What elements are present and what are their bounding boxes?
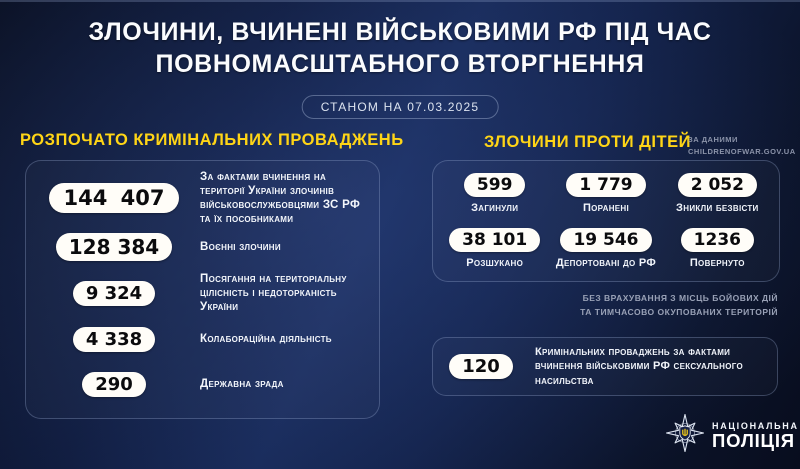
stat-cell-missing: [662, 168, 773, 219]
exclusion-note-line1: БЕЗ ВРАХУВАННЯ З МІСЦЬ БОЙОВИХ ДІЙ: [582, 293, 778, 303]
stat-row-war-crimes: [40, 231, 371, 263]
stat-row-collaboration: [40, 323, 371, 355]
stat-pill: 19 546: [560, 228, 651, 252]
stat-pill-wrap: [40, 183, 188, 213]
right-section-heading: ЗЛОЧИНИ ПРОТИ ДІТЕЙ: [484, 133, 691, 151]
left-section-heading: РОЗПОЧАТО КРИМІНАЛЬНИХ ПРОВАДЖЕНЬ: [20, 131, 404, 149]
stat-pill: 2 052: [678, 173, 757, 197]
exclusion-note: [580, 292, 778, 319]
exclusion-note-line2: ТА ТИМЧАСОВО ОКУПОВАНИХ ТЕРИТОРІЙ: [580, 306, 778, 317]
stat-cell-found: [439, 223, 550, 274]
page-title-line2: ПОВНОМАСШТАБНОГО ВТОРГНЕННЯ: [155, 49, 645, 78]
police-logo-line1: НАЦІОНАЛЬНА: [712, 420, 799, 431]
stat-label: Кримінальних проваджень за фактами вчинення військовими РФ сексуального насильства: [535, 346, 743, 387]
stat-row-territorial-integrity: [40, 267, 371, 319]
stat-label: За фактами вчинення на території України злочинів військовослужбовцями ЗС РФ та їх пособниками: [200, 170, 361, 226]
stat-label: Державна зрада: [200, 377, 284, 390]
stat-label: Воєнні злочини: [200, 240, 281, 253]
stat-cell-wounded: [550, 168, 661, 219]
stat-pill: 290: [82, 372, 146, 397]
stat-pill: 38 101: [449, 228, 540, 252]
data-source-credit: [688, 134, 796, 157]
stat-row-total-crimes: [40, 167, 371, 229]
stat-pill: 9 324: [73, 281, 155, 306]
police-badge-icon: [666, 414, 704, 457]
stat-pill-wrap: [443, 354, 519, 379]
as-of-date-badge: СТАНОМ НА 07.03.2025: [302, 95, 499, 119]
stat-pill: 1236: [681, 228, 754, 252]
stat-pill-wrap: [40, 281, 188, 306]
stat-pill-wrap: [40, 233, 188, 261]
stat-label: Посягання на територіальну цілісність і недоторканість України: [200, 272, 347, 313]
stat-pill: 4 338: [73, 327, 155, 352]
stat-cell-returned: [662, 223, 773, 274]
sexual-violence-panel: [432, 337, 778, 396]
stat-pill: 599: [464, 173, 526, 197]
stat-label: Депортовані до РФ: [555, 257, 657, 269]
page-title-line1: ЗЛОЧИНИ, ВЧИНЕНІ ВІЙСЬКОВИМИ РФ ПІД ЧАС: [88, 18, 712, 46]
stat-cell-killed: [439, 168, 550, 219]
children-crimes-panel: [432, 160, 780, 282]
criminal-proceedings-panel: [25, 160, 380, 419]
stat-pill: 128 384: [56, 233, 172, 261]
stat-pill: 120: [449, 354, 513, 379]
stat-cell-deported: [550, 223, 661, 274]
children-stats-grid: [439, 168, 773, 274]
stat-label: Розшукано: [466, 257, 524, 269]
stat-pill-wrap: [40, 327, 188, 352]
stat-label: Загинули: [471, 202, 519, 214]
stat-pill-wrap: [40, 372, 188, 397]
stat-label: Зникли безвісти: [676, 202, 759, 214]
stat-pill: 1 779: [566, 173, 645, 197]
stat-label: Поранені: [582, 202, 630, 214]
police-logo-text: [712, 421, 799, 450]
stat-pill: 144 407: [49, 183, 180, 213]
stat-row-treason: [40, 367, 371, 401]
police-logo-line2: ПОЛІЦІЯ: [712, 429, 795, 451]
national-police-logo: [666, 414, 799, 457]
stat-label: Повернуто: [689, 257, 745, 269]
stat-label: Колабораційна діяльність: [200, 332, 332, 345]
page-title: [0, 17, 800, 80]
credit-line2: CHILDRENOFWAR.GOV.UA: [688, 146, 796, 156]
credit-line1: ЗА ДАНИМИ: [688, 135, 738, 144]
